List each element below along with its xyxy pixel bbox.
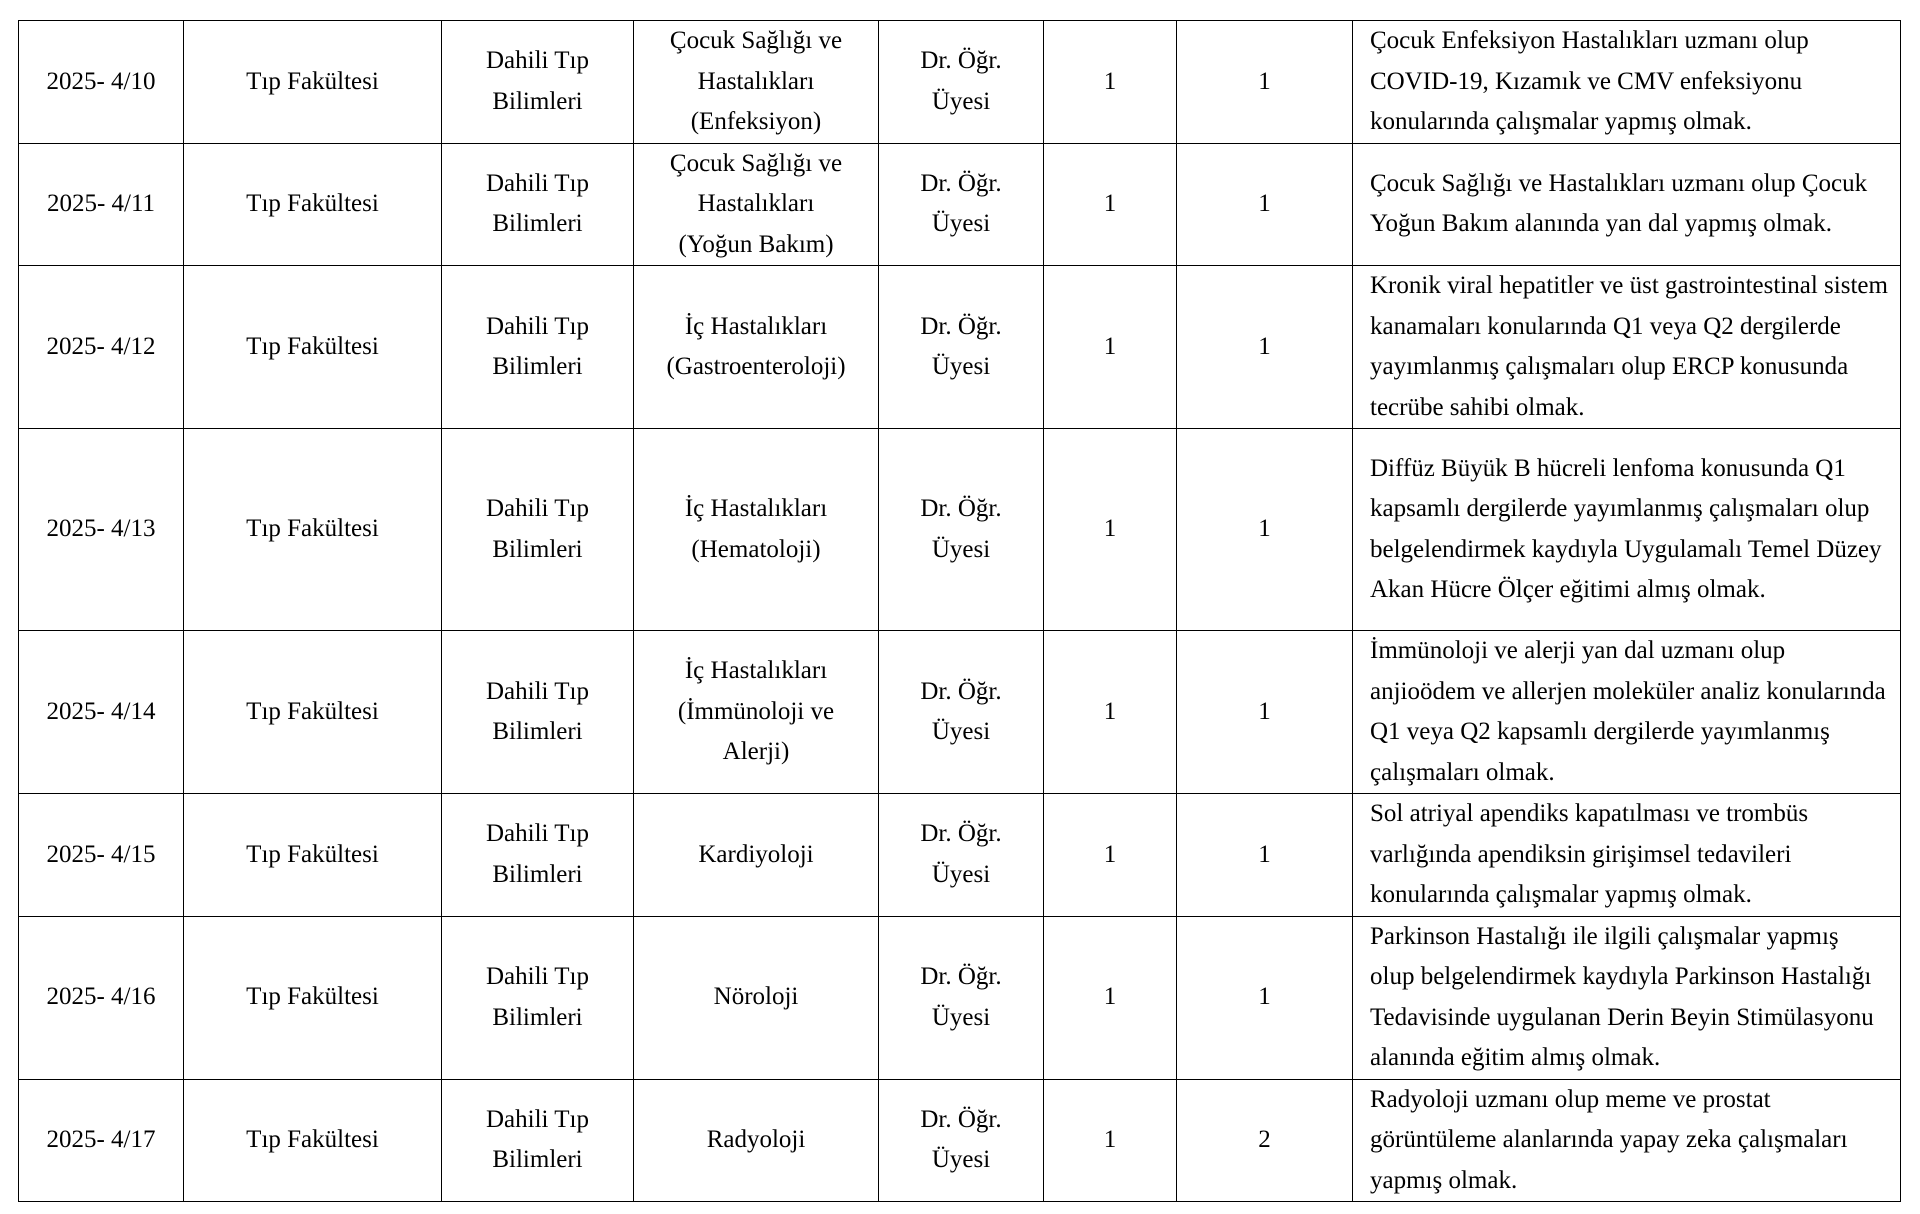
cell-program: Nöroloji [634, 916, 879, 1079]
cell-level: 1 [1044, 21, 1177, 144]
cell-requirement: Sol atriyal apendiks kapatılması ve trombüs varlığında apendiksin girişimsel tedavileri konularında çalışmalar yapmış olmak. [1353, 794, 1901, 917]
cell-quota: 1 [1177, 429, 1353, 631]
cell-quota: 1 [1177, 143, 1353, 266]
cell-title: Dr. Öğr. Üyesi [879, 631, 1044, 794]
cell-requirement: İmmünoloji ve alerji yan dal uzmanı olup anjioödem ve allerjen moleküler analiz konularında Q1 veya Q2 kapsamlı dergilerde yayımlanmış çalışmaları olmak. [1353, 631, 1901, 794]
cell-level: 1 [1044, 266, 1177, 429]
cell-quota: 1 [1177, 794, 1353, 917]
table-row [19, 631, 1901, 794]
cell-requirement: Kronik viral hepatitler ve üst gastrointestinal sistem kanamaları konularında Q1 veya Q2 dergilerde yayımlanmış çalışmaları olup ERCP konusunda tecrübe sahibi olmak. [1353, 266, 1901, 429]
cell-department: Dahili Tıp Bilimleri [442, 631, 634, 794]
cell-code: 2025- 4/11 [19, 143, 184, 266]
cell-quota: 1 [1177, 21, 1353, 144]
cell-faculty: Tıp Fakültesi [184, 429, 442, 631]
cell-department: Dahili Tıp Bilimleri [442, 1079, 634, 1202]
cell-quota: 2 [1177, 1079, 1353, 1202]
cell-level: 1 [1044, 794, 1177, 917]
table-body [19, 21, 1901, 1202]
cell-level: 1 [1044, 143, 1177, 266]
cell-program: Çocuk Sağlığı ve Hastalıkları (Enfeksiyon) [634, 21, 879, 144]
cell-requirement: Parkinson Hastalığı ile ilgili çalışmalar yapmış olup belgelendirmek kaydıyla Parkinson Hastalığı Tedavisinde uygulanan Derin Beyin Stimülasyonu alanında eğitim almış olmak. [1353, 916, 1901, 1079]
cell-quota: 1 [1177, 916, 1353, 1079]
positions-table [18, 20, 1901, 1202]
cell-title: Dr. Öğr. Üyesi [879, 21, 1044, 144]
cell-program: Kardiyoloji [634, 794, 879, 917]
table-row [19, 794, 1901, 917]
cell-department: Dahili Tıp Bilimleri [442, 794, 634, 917]
cell-level: 1 [1044, 429, 1177, 631]
cell-department: Dahili Tıp Bilimleri [442, 429, 634, 631]
cell-code: 2025- 4/15 [19, 794, 184, 917]
cell-level: 1 [1044, 1079, 1177, 1202]
cell-title: Dr. Öğr. Üyesi [879, 429, 1044, 631]
cell-program: İç Hastalıkları (Gastroenteroloji) [634, 266, 879, 429]
cell-level: 1 [1044, 916, 1177, 1079]
cell-faculty: Tıp Fakültesi [184, 631, 442, 794]
cell-title: Dr. Öğr. Üyesi [879, 143, 1044, 266]
table-row [19, 21, 1901, 144]
cell-faculty: Tıp Fakültesi [184, 143, 442, 266]
cell-department: Dahili Tıp Bilimleri [442, 916, 634, 1079]
cell-requirement: Çocuk Enfeksiyon Hastalıkları uzmanı olup COVID-19, Kızamık ve CMV enfeksiyonu konularında çalışmalar yapmış olmak. [1353, 21, 1901, 144]
cell-code: 2025- 4/14 [19, 631, 184, 794]
cell-requirement: Çocuk Sağlığı ve Hastalıkları uzmanı olup Çocuk Yoğun Bakım alanında yan dal yapmış olmak. [1353, 143, 1901, 266]
table-row [19, 266, 1901, 429]
cell-department: Dahili Tıp Bilimleri [442, 266, 634, 429]
cell-code: 2025- 4/17 [19, 1079, 184, 1202]
cell-code: 2025- 4/13 [19, 429, 184, 631]
cell-quota: 1 [1177, 631, 1353, 794]
cell-requirement: Radyoloji uzmanı olup meme ve prostat görüntüleme alanlarında yapay zeka çalışmaları yapmış olmak. [1353, 1079, 1901, 1202]
cell-title: Dr. Öğr. Üyesi [879, 794, 1044, 917]
cell-program: Çocuk Sağlığı ve Hastalıkları (Yoğun Bakım) [634, 143, 879, 266]
cell-faculty: Tıp Fakültesi [184, 916, 442, 1079]
cell-title: Dr. Öğr. Üyesi [879, 916, 1044, 1079]
cell-faculty: Tıp Fakültesi [184, 794, 442, 917]
table-row [19, 143, 1901, 266]
cell-code: 2025- 4/16 [19, 916, 184, 1079]
cell-level: 1 [1044, 631, 1177, 794]
cell-code: 2025- 4/12 [19, 266, 184, 429]
table-row [19, 429, 1901, 631]
cell-code: 2025- 4/10 [19, 21, 184, 144]
cell-title: Dr. Öğr. Üyesi [879, 266, 1044, 429]
cell-title: Dr. Öğr. Üyesi [879, 1079, 1044, 1202]
cell-faculty: Tıp Fakültesi [184, 266, 442, 429]
cell-faculty: Tıp Fakültesi [184, 21, 442, 144]
cell-quota: 1 [1177, 266, 1353, 429]
cell-program: Radyoloji [634, 1079, 879, 1202]
cell-faculty: Tıp Fakültesi [184, 1079, 442, 1202]
cell-department: Dahili Tıp Bilimleri [442, 21, 634, 144]
cell-department: Dahili Tıp Bilimleri [442, 143, 634, 266]
table-row [19, 916, 1901, 1079]
cell-program: İç Hastalıkları (İmmünoloji ve Alerji) [634, 631, 879, 794]
cell-program: İç Hastalıkları (Hematoloji) [634, 429, 879, 631]
table-row [19, 1079, 1901, 1202]
cell-requirement: Diffüz Büyük B hücreli lenfoma konusunda Q1 kapsamlı dergilerde yayımlanmış çalışmaları olup belgelendirmek kaydıyla Uygulamalı Temel Düzey Akan Hücre Ölçer eğitimi almış olmak. [1353, 429, 1901, 631]
